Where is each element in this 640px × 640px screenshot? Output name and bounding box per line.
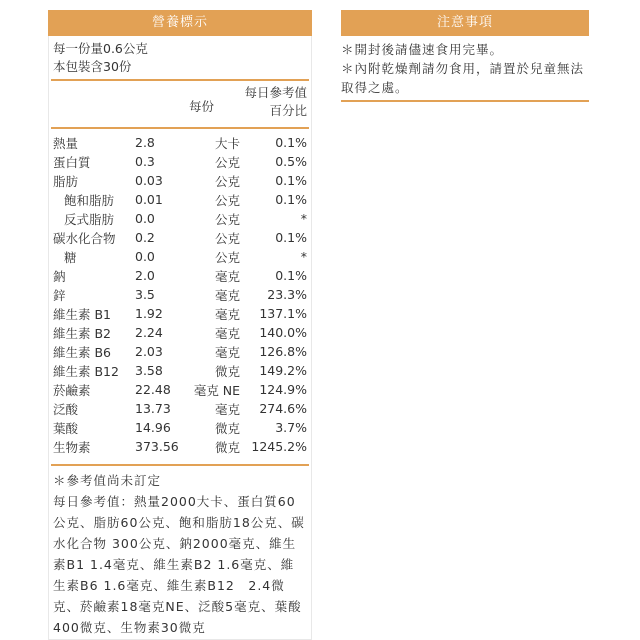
divider xyxy=(51,127,309,129)
nutrient-amount: 0.0 xyxy=(135,249,155,264)
nutrient-unit: 毫克 xyxy=(215,344,241,360)
nutrient-daily-value: 140.0% xyxy=(259,325,307,340)
nutrition-row xyxy=(49,380,311,399)
divider xyxy=(341,100,589,102)
nutrient-name: 熱量 xyxy=(53,135,79,151)
nutrient-unit: 微克 xyxy=(215,439,241,455)
divider xyxy=(51,464,309,466)
nutrient-amount: 0.0 xyxy=(135,211,155,226)
nutrition-row xyxy=(49,247,311,266)
nutrient-amount: 2.24 xyxy=(135,325,163,340)
nutrient-name: 碳水化合物 xyxy=(53,230,116,246)
nutrient-name: 維生素 B12 xyxy=(53,363,119,379)
notice-item: ＊內附乾燥劑請勿食用，請置於兒童無法取得之處。 xyxy=(341,61,585,95)
nutrient-daily-value: 124.9% xyxy=(259,382,307,397)
nutrient-name: 生物素 xyxy=(53,439,91,455)
nutrient-unit: 公克 xyxy=(215,211,241,227)
nutrition-row xyxy=(49,437,311,456)
nutrient-amount: 1.92 xyxy=(135,306,163,321)
nutrient-daily-value: 0.1% xyxy=(275,192,307,207)
nutrition-row xyxy=(49,209,311,228)
nutrient-name: 葉酸 xyxy=(53,420,79,436)
nutrient-amount: 373.56 xyxy=(135,439,179,454)
daily-value-label xyxy=(244,84,307,120)
nutrient-name: 菸鹼素 xyxy=(53,382,91,398)
nutrient-amount: 3.5 xyxy=(135,287,155,302)
nutrient-amount: 22.48 xyxy=(135,382,171,397)
nutrient-amount: 2.0 xyxy=(135,268,155,283)
nutrient-name: 鈉 xyxy=(53,268,66,284)
nutrient-name: 鋅 xyxy=(53,287,66,303)
nutrition-row xyxy=(49,323,311,342)
nutrient-daily-value: 0.1% xyxy=(275,135,307,150)
nutrient-daily-value: 3.7% xyxy=(275,420,307,435)
nutrition-table xyxy=(49,133,311,456)
nutrition-row xyxy=(49,361,311,380)
footnote-daily-values: 每日參考值：熱量2000大卡、蛋白質60公克、脂肪60公克、飽和脂肪18公克、碳水化合物 300公克、鈉2000毫克、維生素B1 1.4毫克、維生素B2 1.6毫克、維生素B6 1.6毫克、維生素B12 2.4微克、菸鹼素18毫克NE、泛酸5毫克、葉酸400微克、生物素30微克 xyxy=(53,494,305,635)
nutrient-daily-value: 0.5% xyxy=(275,154,307,169)
nutrient-daily-value: * xyxy=(300,211,307,226)
nutrient-unit: 大卡 xyxy=(215,135,241,151)
notice-panel xyxy=(341,10,589,102)
nutrient-amount: 0.01 xyxy=(135,192,163,207)
footnote-undetermined: ＊參考值尚未訂定 xyxy=(53,473,162,488)
nutrition-row xyxy=(49,171,311,190)
nutrition-facts-panel xyxy=(48,10,312,640)
nutrition-row xyxy=(49,266,311,285)
nutrient-unit: 微克 xyxy=(215,363,241,379)
nutrient-unit: 毫克 xyxy=(215,287,241,303)
nutrient-name: 反式脂肪 xyxy=(64,211,115,227)
nutrient-unit: 毫克 xyxy=(215,268,241,284)
nutrient-name: 維生素 B6 xyxy=(53,344,112,360)
column-header xyxy=(49,81,311,127)
nutrient-amount: 0.3 xyxy=(135,154,155,169)
nutrition-row xyxy=(49,133,311,152)
nutrient-name: 泛酸 xyxy=(53,401,79,417)
nutrient-unit: 毫克 xyxy=(215,306,241,322)
nutrition-row xyxy=(49,285,311,304)
nutrient-daily-value: 149.2% xyxy=(259,363,307,378)
nutrition-facts-header: 營養標示 xyxy=(48,10,312,36)
nutrient-daily-value: 0.1% xyxy=(275,230,307,245)
nutrient-name: 糖 xyxy=(64,249,77,265)
nutrient-daily-value: 126.8% xyxy=(259,344,307,359)
nutrient-unit: 公克 xyxy=(215,154,241,170)
nutrition-row xyxy=(49,190,311,209)
nutrient-amount: 14.96 xyxy=(135,420,171,435)
nutrition-row xyxy=(49,399,311,418)
nutrient-unit: 毫克 xyxy=(215,325,241,341)
nutrition-row xyxy=(49,418,311,437)
nutrient-daily-value: 1245.2% xyxy=(251,439,307,454)
nutrient-daily-value: 0.1% xyxy=(275,268,307,283)
daily-value-label-line1: 每日參考值 xyxy=(244,85,307,100)
nutrient-name: 蛋白質 xyxy=(53,154,91,170)
nutrient-unit: 微克 xyxy=(215,420,241,436)
nutrition-row xyxy=(49,304,311,323)
nutrient-amount: 0.2 xyxy=(135,230,155,245)
nutrient-amount: 3.58 xyxy=(135,363,163,378)
nutrient-unit: 公克 xyxy=(215,249,241,265)
notice-body xyxy=(341,36,589,100)
nutrient-name: 飽和脂肪 xyxy=(64,192,115,208)
nutrient-unit: 公克 xyxy=(215,173,241,189)
nutrient-name: 脂肪 xyxy=(53,173,79,189)
daily-value-label-line2: 百分比 xyxy=(269,103,307,118)
per-serving-label: 每份 xyxy=(189,99,215,114)
nutrient-daily-value: 23.3% xyxy=(267,287,307,302)
nutrition-row xyxy=(49,152,311,171)
nutrition-row xyxy=(49,228,311,247)
nutrient-amount: 2.03 xyxy=(135,344,163,359)
servings-per-package: 本包裝含30份 xyxy=(53,59,132,74)
nutrient-unit: 毫克 xyxy=(215,401,241,417)
notice-item: ＊開封後請儘速食用完畢。 xyxy=(341,42,504,57)
nutrient-unit: 公克 xyxy=(215,192,241,208)
nutrient-amount: 2.8 xyxy=(135,135,155,150)
nutrient-daily-value: 274.6% xyxy=(259,401,307,416)
nutrient-amount: 0.03 xyxy=(135,173,163,188)
nutrition-row xyxy=(49,342,311,361)
nutrient-name: 維生素 B1 xyxy=(53,306,112,322)
nutrient-unit: 毫克 NE xyxy=(193,382,241,398)
nutrient-name: 維生素 B2 xyxy=(53,325,112,341)
nutrient-daily-value: 0.1% xyxy=(275,173,307,188)
nutrient-daily-value: * xyxy=(300,249,307,264)
nutrient-unit: 公克 xyxy=(215,230,241,246)
nutrient-amount: 13.73 xyxy=(135,401,171,416)
serving-size: 每一份量0.6公克 xyxy=(53,41,148,56)
nutrient-daily-value: 137.1% xyxy=(259,306,307,321)
notice-header: 注意事項 xyxy=(341,10,589,36)
